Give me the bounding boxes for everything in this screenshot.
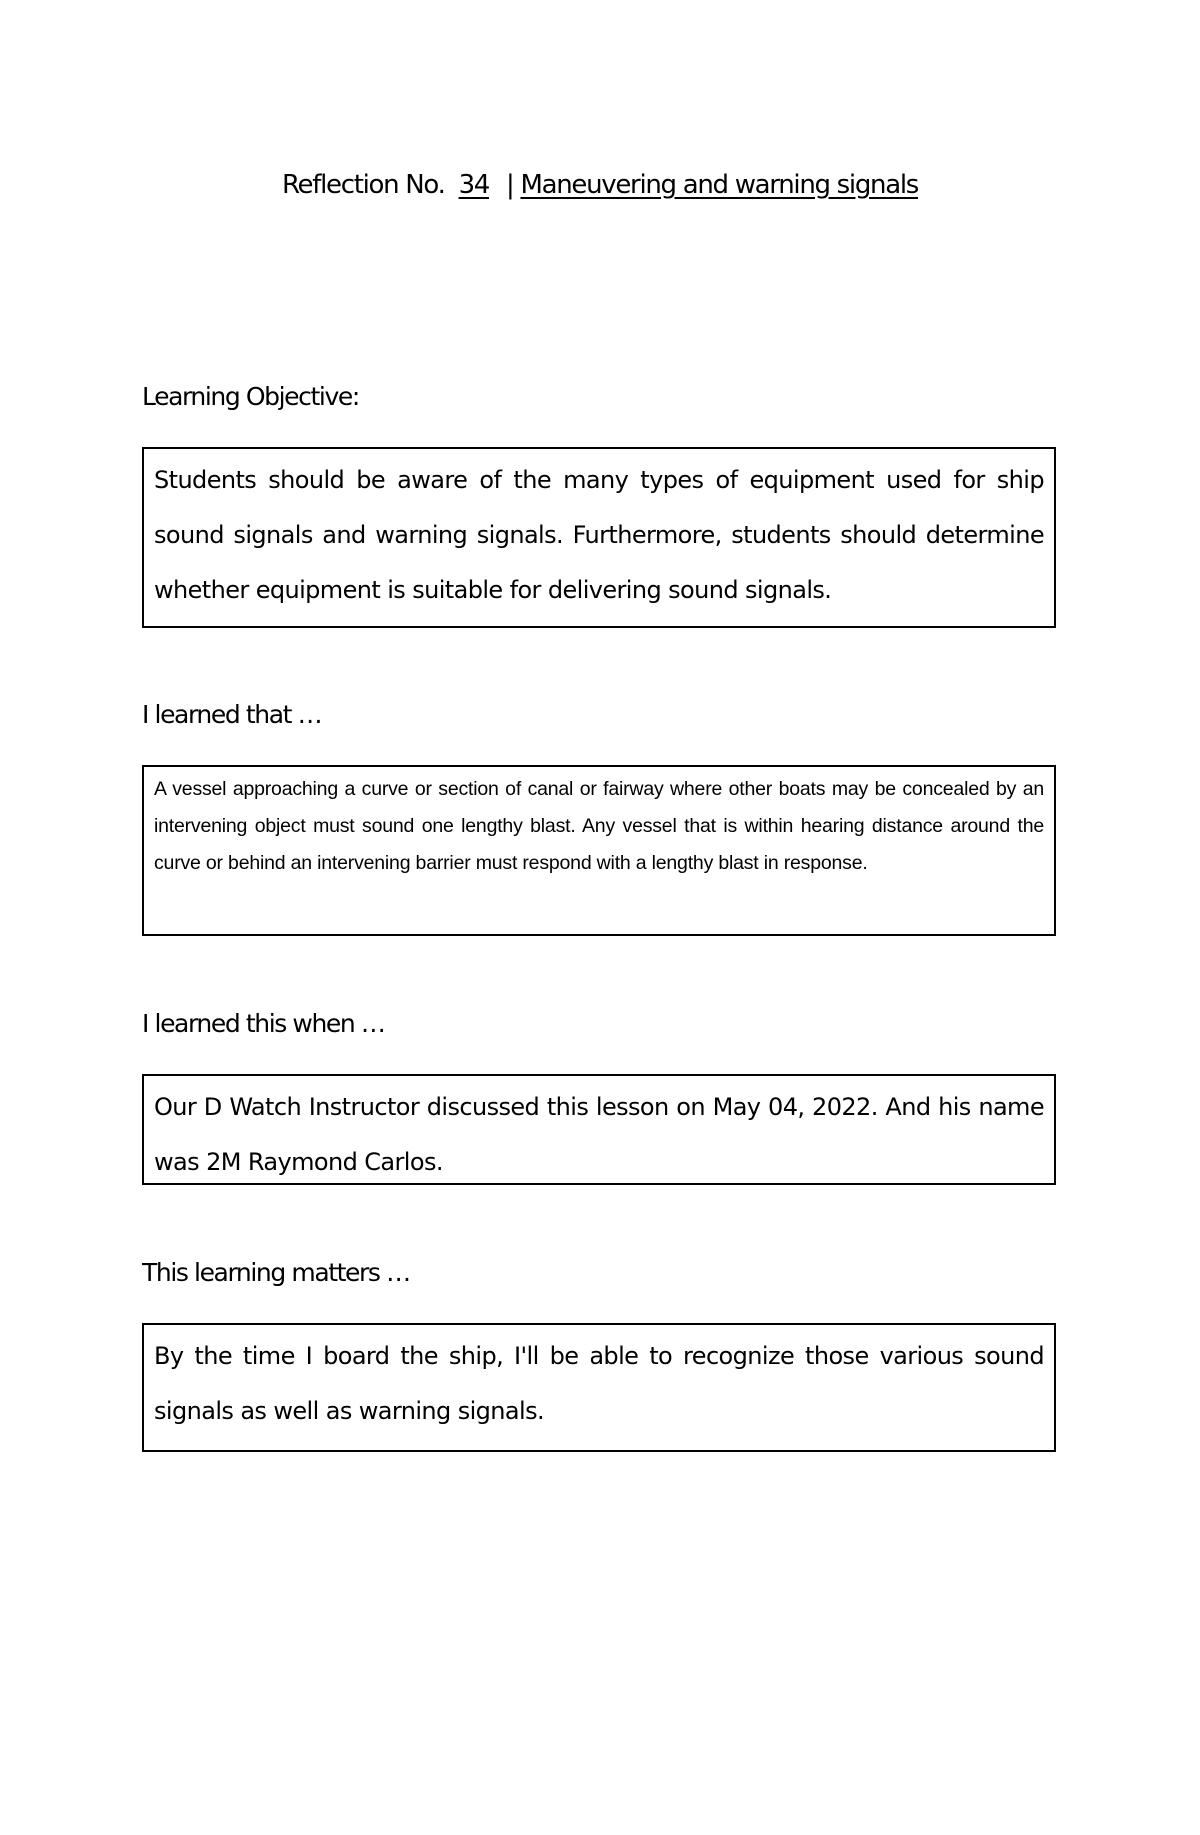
reflection-number: 34: [458, 170, 490, 200]
learned-that-heading: I learned that …: [142, 700, 322, 729]
title-separator: |: [506, 170, 514, 200]
learning-matters-box: [142, 1323, 1056, 1452]
learned-when-heading: I learned this when …: [142, 1009, 385, 1038]
page-title: [0, 170, 1200, 200]
learning-objective-text: Students should be aware of the many types of equipment used for ship sound signals and warning signals. Furthermore, students should determine whether equipment is suitable for delivering sound signals.: [154, 466, 1044, 604]
title-topic: Maneuvering and warning signals: [520, 170, 919, 200]
learned-when-box: [142, 1074, 1056, 1185]
learned-that-box: [142, 765, 1056, 936]
learning-matters-text: By the time I board the ship, I'll be able to recognize those various sound signals as well as warning signals.: [154, 1342, 1044, 1425]
learning-objective-box: [142, 447, 1056, 628]
learning-matters-heading: This learning matters …: [142, 1258, 410, 1287]
learned-that-text: A vessel approaching a curve or section of canal or fairway where other boats may be concealed by an intervening object must sound one lengthy blast. Any vessel that is within hearing distance around the curve or behind an intervening barrier must respond with a lengthy blast in response.: [154, 778, 1044, 874]
learning-objective-heading: Learning Objective:: [142, 382, 359, 411]
learned-when-text: Our D Watch Instructor discussed this lesson on May 04, 2022. And his name was 2M Raymond Carlos.: [154, 1093, 1044, 1176]
title-prefix: Reflection No.: [281, 170, 445, 200]
